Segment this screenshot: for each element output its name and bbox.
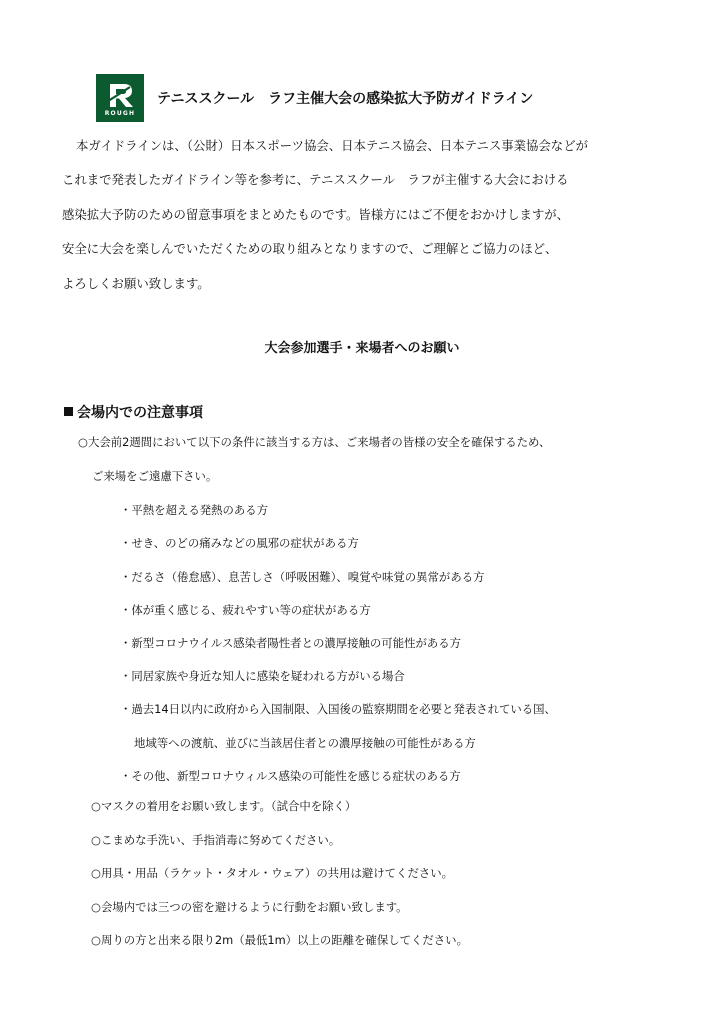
intro-paragraph — [62, 136, 662, 308]
intro-line: 安全に大会を楽しんでいただくための取り組みとなりますので、ご理解とご協力のほど、 — [62, 241, 558, 257]
section-title: 大会参加選手・来場者へのお願い — [264, 341, 460, 356]
list-item: ○用具・用品（ラケット・タオル・ウェア）の共用は避けてください。 — [91, 866, 454, 880]
list-item: ○大会前2週間において以下の条件に該当する方は、ご来場者の皆様の安全を確保するため、 — [78, 435, 551, 449]
intro-line: 本ガイドラインは、（公財）日本スポーツ協会、日本テニス協会、日本テニス事業協会などが — [76, 138, 588, 153]
list-item: ○こまめな手洗い、手指消毒に努めてください。 — [91, 833, 341, 847]
intro-line: よろしくお願い致します。 — [62, 275, 210, 291]
list-item: ○周りの方と出来る限り2m（最低1m）以上の距離を確保してください。 — [91, 933, 468, 947]
subsection-title: 会場内での注意事項 — [77, 405, 203, 421]
list-item: ・その他、新型コロナウィルス感染の可能性を感じる症状のある方 — [120, 769, 461, 783]
square-bullet-icon — [64, 407, 73, 416]
intro-line: これまで発表したガイドライン等を参考に、テニススクール ラフが主催する大会における — [62, 172, 569, 188]
list-item: ・新型コロナウイルス感染者陽性者との濃厚接触の可能性がある方 — [120, 636, 462, 650]
page-title: テニススクール ラフ主催大会の感染拡大予防ガイドライン — [157, 91, 534, 107]
list-item: ご来場をご遠慮下さい。 — [92, 469, 218, 483]
list-item: ・体が重く感じる、疲れやすい等の症状がある方 — [120, 603, 371, 617]
list-item: ・同居家族や身近な知人に感染を疑われる方がいる場合 — [120, 669, 405, 683]
list-item: ・過去14日以内に政府から入国制限、入国後の監察期間を必要と発表されている国、 — [120, 702, 556, 716]
list-item: ・だるさ（倦怠感）、息苦しさ（呼吸困難）、嗅覚や味覚の異常がある方 — [120, 570, 485, 584]
rough-logo — [96, 74, 144, 122]
logo-wordmark: ROUGH — [104, 110, 136, 117]
list-item: ○会場内では三つの密を避けるように行動をお願い致します。 — [91, 900, 408, 914]
list-item: ・平熱を超える発熱のある方 — [120, 503, 269, 517]
list-item: ○マスクの着用をお願い致します。（試合中を除く） — [91, 799, 357, 813]
subsection-heading — [64, 402, 203, 422]
list-item: 地域等への渡航、並びに当該居住者との濃厚接触の可能性がある方 — [134, 736, 476, 750]
list-item: ・せき、のどの痛みなどの風邪の症状がある方 — [120, 536, 359, 550]
intro-line: 感染拡大予防のための留意事項をまとめたものです。皆様方にはご不便をおかけしますが、 — [62, 206, 570, 222]
